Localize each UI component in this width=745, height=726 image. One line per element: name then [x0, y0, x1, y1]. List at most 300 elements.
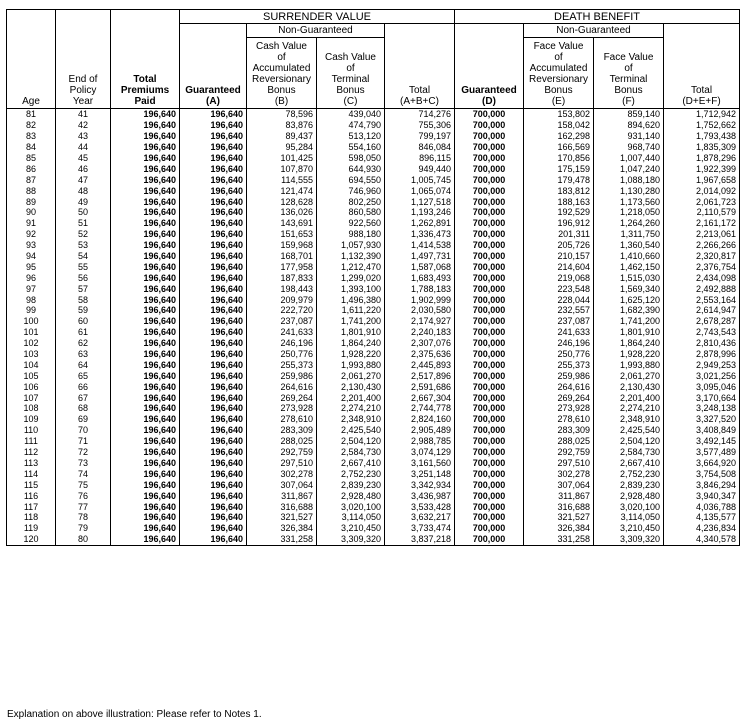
table-row — [7, 458, 740, 469]
total-premiums-cell: 196,640 — [111, 163, 180, 174]
face-value-e-cell: 311,867 — [524, 490, 594, 501]
face-value-f-cell: 931,140 — [594, 131, 664, 142]
table-row — [7, 447, 740, 458]
total-def-cell: 3,248,138 — [664, 403, 740, 414]
guaranteed-d-cell: 700,000 — [455, 403, 524, 414]
age-cell: 104 — [7, 359, 56, 370]
guaranteed-a-cell: 196,640 — [180, 447, 247, 458]
table-row — [7, 120, 740, 131]
policy-year-cell: 49 — [56, 196, 111, 207]
total-premiums-cell: 196,640 — [111, 392, 180, 403]
table-row — [7, 316, 740, 327]
total-def-cell: 2,553,164 — [664, 294, 740, 305]
face-value-e-cell: 264,616 — [524, 381, 594, 392]
table-row — [7, 392, 740, 403]
total-abc-cell: 2,517,896 — [385, 370, 455, 381]
cash-value-c-cell: 1,496,380 — [317, 294, 385, 305]
cash-value-c-cell: 2,752,230 — [317, 468, 385, 479]
age-cell: 105 — [7, 370, 56, 381]
age-cell: 102 — [7, 338, 56, 349]
guaranteed-d-cell: 700,000 — [455, 196, 524, 207]
guaranteed-a-cell: 196,640 — [180, 142, 247, 153]
cash-value-c-cell: 2,201,400 — [317, 392, 385, 403]
total-def-cell: 3,664,920 — [664, 458, 740, 469]
guaranteed-a-cell: 196,640 — [180, 294, 247, 305]
db-non-guaranteed-header: Non-Guaranteed — [524, 24, 664, 38]
guaranteed-d-cell: 700,000 — [455, 370, 524, 381]
cash-value-c-cell: 1,057,930 — [317, 240, 385, 251]
face-value-e-cell: 241,633 — [524, 327, 594, 338]
guaranteed-a-cell: 196,640 — [180, 370, 247, 381]
total-def-cell: 2,949,253 — [664, 359, 740, 370]
cash-value-b-cell: 237,087 — [247, 316, 317, 327]
guaranteed-a-cell: 196,640 — [180, 414, 247, 425]
face-value-e-cell: 179,478 — [524, 174, 594, 185]
table-row — [7, 490, 740, 501]
table-row — [7, 283, 740, 294]
guaranteed-d-cell: 700,000 — [455, 534, 524, 545]
illustration-table-wrapper — [6, 9, 739, 546]
cash-value-b-cell: 264,616 — [247, 381, 317, 392]
guaranteed-d-cell: 700,000 — [455, 229, 524, 240]
guaranteed-d-cell: 700,000 — [455, 359, 524, 370]
face-value-e-cell: 210,157 — [524, 251, 594, 262]
age-cell: 99 — [7, 305, 56, 316]
total-abc-cell: 2,307,076 — [385, 338, 455, 349]
cash-value-b-cell: 292,759 — [247, 447, 317, 458]
cash-value-b-cell: 151,653 — [247, 229, 317, 240]
face-value-e-cell: 192,529 — [524, 207, 594, 218]
cash-value-b-cell: 278,610 — [247, 414, 317, 425]
face-value-e-cell: 219,068 — [524, 272, 594, 283]
total-abc-cell: 2,445,893 — [385, 359, 455, 370]
table-row — [7, 142, 740, 153]
face-value-f-cell: 1,515,030 — [594, 272, 664, 283]
policy-year-cell: 62 — [56, 338, 111, 349]
face-value-f-cell: 1,569,340 — [594, 283, 664, 294]
total-premiums-cell: 196,640 — [111, 272, 180, 283]
total-abc-cell: 3,074,129 — [385, 447, 455, 458]
face-value-e-cell: 302,278 — [524, 468, 594, 479]
total-premiums-header: Total Premiums Paid — [111, 10, 180, 109]
face-value-f-cell: 1,625,120 — [594, 294, 664, 305]
cash-value-c-cell: 1,132,390 — [317, 251, 385, 262]
guaranteed-a-cell: 196,640 — [180, 251, 247, 262]
cash-value-c-cell: 1,393,100 — [317, 283, 385, 294]
face-value-f-cell: 1,088,180 — [594, 174, 664, 185]
age-cell: 91 — [7, 218, 56, 229]
face-value-f-cell: 1,993,880 — [594, 359, 664, 370]
total-abc-cell: 2,174,927 — [385, 316, 455, 327]
guaranteed-d-header: Guaranteed (D) — [455, 24, 524, 109]
guaranteed-d-cell: 700,000 — [455, 468, 524, 479]
guaranteed-d-cell: 700,000 — [455, 436, 524, 447]
age-cell: 114 — [7, 468, 56, 479]
total-def-cell: 2,878,996 — [664, 349, 740, 360]
face-value-f-cell: 2,201,400 — [594, 392, 664, 403]
total-abc-cell: 896,115 — [385, 153, 455, 164]
age-cell: 118 — [7, 512, 56, 523]
face-value-e-cell: 278,610 — [524, 414, 594, 425]
guaranteed-a-cell: 196,640 — [180, 185, 247, 196]
guaranteed-a-cell: 196,640 — [180, 512, 247, 523]
sv-non-guaranteed-header: Non-Guaranteed — [247, 24, 385, 38]
face-value-e-cell: 326,384 — [524, 523, 594, 534]
cash-value-c-cell: 474,790 — [317, 120, 385, 131]
guaranteed-d-cell: 700,000 — [455, 381, 524, 392]
cash-value-reversionary-header: Cash Value of Accumulated Reversionary Bonus (B) — [247, 38, 317, 109]
table-row — [7, 229, 740, 240]
cash-value-c-cell: 3,210,450 — [317, 523, 385, 534]
table-row — [7, 196, 740, 207]
total-abc-cell: 3,161,560 — [385, 458, 455, 469]
face-value-f-cell: 1,410,660 — [594, 251, 664, 262]
age-cell: 92 — [7, 229, 56, 240]
total-def-cell: 1,878,296 — [664, 153, 740, 164]
cash-value-b-cell: 78,596 — [247, 109, 317, 120]
guaranteed-d-cell: 700,000 — [455, 294, 524, 305]
policy-year-cell: 52 — [56, 229, 111, 240]
face-value-e-cell: 297,510 — [524, 458, 594, 469]
policy-year-cell: 59 — [56, 305, 111, 316]
benefit-illustration-table — [6, 9, 740, 546]
guaranteed-a-cell: 196,640 — [180, 272, 247, 283]
cash-value-c-cell: 988,180 — [317, 229, 385, 240]
cash-value-b-cell: 222,720 — [247, 305, 317, 316]
total-def-cell: 1,793,438 — [664, 131, 740, 142]
total-abc-cell: 1,336,473 — [385, 229, 455, 240]
guaranteed-d-cell: 700,000 — [455, 218, 524, 229]
cash-value-c-cell: 554,160 — [317, 142, 385, 153]
face-value-e-cell: 166,569 — [524, 142, 594, 153]
cash-value-c-cell: 3,020,100 — [317, 501, 385, 512]
face-value-f-cell: 1,311,750 — [594, 229, 664, 240]
table-row — [7, 327, 740, 338]
age-cell: 97 — [7, 283, 56, 294]
total-premiums-cell: 196,640 — [111, 381, 180, 392]
age-cell: 120 — [7, 534, 56, 545]
total-def-cell: 2,376,754 — [664, 261, 740, 272]
guaranteed-a-header: Guaranteed (A) — [180, 24, 247, 109]
total-abc-cell: 1,005,745 — [385, 174, 455, 185]
total-premiums-cell: 196,640 — [111, 196, 180, 207]
guaranteed-a-cell: 196,640 — [180, 174, 247, 185]
total-def-cell: 3,408,849 — [664, 425, 740, 436]
table-row — [7, 479, 740, 490]
age-cell: 93 — [7, 240, 56, 251]
face-value-f-cell: 1,462,150 — [594, 261, 664, 272]
cash-value-b-cell: 283,309 — [247, 425, 317, 436]
total-premiums-cell: 196,640 — [111, 490, 180, 501]
total-def-cell: 2,614,947 — [664, 305, 740, 316]
total-def-cell: 3,754,508 — [664, 468, 740, 479]
total-def-cell: 2,061,723 — [664, 196, 740, 207]
cash-value-c-cell: 1,611,220 — [317, 305, 385, 316]
cash-value-b-cell: 331,258 — [247, 534, 317, 545]
total-premiums-cell: 196,640 — [111, 218, 180, 229]
policy-year-cell: 80 — [56, 534, 111, 545]
cash-value-c-cell: 1,928,220 — [317, 349, 385, 360]
total-premiums-cell: 196,640 — [111, 458, 180, 469]
cash-value-c-cell: 802,250 — [317, 196, 385, 207]
total-premiums-cell: 196,640 — [111, 207, 180, 218]
face-value-f-cell: 1,130,280 — [594, 185, 664, 196]
age-cell: 110 — [7, 425, 56, 436]
guaranteed-d-cell: 700,000 — [455, 490, 524, 501]
cash-value-b-cell: 128,628 — [247, 196, 317, 207]
total-def-cell: 3,095,046 — [664, 381, 740, 392]
age-cell: 96 — [7, 272, 56, 283]
face-value-e-cell: 307,064 — [524, 479, 594, 490]
total-premiums-cell: 196,640 — [111, 229, 180, 240]
guaranteed-d-cell: 700,000 — [455, 349, 524, 360]
policy-year-cell: 48 — [56, 185, 111, 196]
total-abc-cell: 3,837,218 — [385, 534, 455, 545]
face-value-f-cell: 3,210,450 — [594, 523, 664, 534]
age-cell: 117 — [7, 501, 56, 512]
table-row — [7, 305, 740, 316]
table-row — [7, 261, 740, 272]
guaranteed-d-cell: 700,000 — [455, 109, 524, 120]
policy-year-cell: 74 — [56, 468, 111, 479]
total-premiums-cell: 196,640 — [111, 425, 180, 436]
cash-value-b-cell: 101,425 — [247, 153, 317, 164]
face-value-e-cell: 237,087 — [524, 316, 594, 327]
table-row — [7, 251, 740, 262]
face-value-f-cell: 1,864,240 — [594, 338, 664, 349]
total-abc-cell: 799,197 — [385, 131, 455, 142]
policy-year-cell: 42 — [56, 120, 111, 131]
face-value-f-cell: 2,584,730 — [594, 447, 664, 458]
face-value-e-cell: 196,912 — [524, 218, 594, 229]
face-value-f-cell: 2,752,230 — [594, 468, 664, 479]
face-value-f-cell: 2,504,120 — [594, 436, 664, 447]
face-value-e-cell: 183,812 — [524, 185, 594, 196]
face-value-f-cell: 2,274,210 — [594, 403, 664, 414]
guaranteed-a-cell: 196,640 — [180, 109, 247, 120]
guaranteed-a-cell: 196,640 — [180, 349, 247, 360]
guaranteed-a-cell: 196,640 — [180, 327, 247, 338]
total-def-cell: 2,320,817 — [664, 251, 740, 262]
age-cell: 81 — [7, 109, 56, 120]
policy-year-cell: 67 — [56, 392, 111, 403]
total-abc-cell: 2,240,183 — [385, 327, 455, 338]
face-value-f-cell: 1,928,220 — [594, 349, 664, 360]
cash-value-b-cell: 107,870 — [247, 163, 317, 174]
age-cell: 112 — [7, 447, 56, 458]
guaranteed-d-cell: 700,000 — [455, 414, 524, 425]
guaranteed-d-cell: 700,000 — [455, 251, 524, 262]
face-value-f-cell: 1,264,260 — [594, 218, 664, 229]
cash-value-b-cell: 255,373 — [247, 359, 317, 370]
guaranteed-d-cell: 700,000 — [455, 174, 524, 185]
total-def-cell: 1,922,399 — [664, 163, 740, 174]
table-row — [7, 109, 740, 120]
total-def-cell: 2,434,098 — [664, 272, 740, 283]
age-cell: 82 — [7, 120, 56, 131]
guaranteed-a-cell: 196,640 — [180, 218, 247, 229]
total-abc-cell: 3,533,428 — [385, 501, 455, 512]
total-abc-cell: 2,905,489 — [385, 425, 455, 436]
total-premiums-cell: 196,640 — [111, 174, 180, 185]
total-abc-cell: 2,667,304 — [385, 392, 455, 403]
cash-value-c-cell: 2,504,120 — [317, 436, 385, 447]
age-cell: 90 — [7, 207, 56, 218]
cash-value-b-cell: 121,474 — [247, 185, 317, 196]
total-def-cell: 2,110,579 — [664, 207, 740, 218]
cash-value-b-cell: 250,776 — [247, 349, 317, 360]
guaranteed-a-cell: 196,640 — [180, 153, 247, 164]
table-row — [7, 534, 740, 545]
face-value-e-cell: 223,548 — [524, 283, 594, 294]
guaranteed-d-cell: 700,000 — [455, 153, 524, 164]
total-premiums-cell: 196,640 — [111, 327, 180, 338]
guaranteed-d-cell: 700,000 — [455, 120, 524, 131]
guaranteed-d-cell: 700,000 — [455, 425, 524, 436]
guaranteed-a-cell: 196,640 — [180, 458, 247, 469]
cash-value-c-cell: 3,114,050 — [317, 512, 385, 523]
face-value-f-cell: 2,061,270 — [594, 370, 664, 381]
face-value-e-cell: 269,264 — [524, 392, 594, 403]
total-abc-cell: 2,591,686 — [385, 381, 455, 392]
guaranteed-d-cell: 700,000 — [455, 142, 524, 153]
policy-year-cell: 79 — [56, 523, 111, 534]
guaranteed-a-cell: 196,640 — [180, 534, 247, 545]
cash-value-c-cell: 2,928,480 — [317, 490, 385, 501]
guaranteed-a-cell: 196,640 — [180, 523, 247, 534]
cash-value-b-cell: 83,876 — [247, 120, 317, 131]
policy-year-cell: 45 — [56, 153, 111, 164]
policy-year-cell: 66 — [56, 381, 111, 392]
guaranteed-a-cell: 196,640 — [180, 316, 247, 327]
age-cell: 106 — [7, 381, 56, 392]
age-cell: 89 — [7, 196, 56, 207]
cash-value-c-cell: 598,050 — [317, 153, 385, 164]
cash-value-b-cell: 177,958 — [247, 261, 317, 272]
total-premiums-cell: 196,640 — [111, 316, 180, 327]
cash-value-b-cell: 321,527 — [247, 512, 317, 523]
policy-year-cell: 71 — [56, 436, 111, 447]
cash-value-c-cell: 2,274,210 — [317, 403, 385, 414]
face-value-e-cell: 162,298 — [524, 131, 594, 142]
table-row — [7, 338, 740, 349]
policy-year-cell: 77 — [56, 501, 111, 512]
face-value-e-cell: 255,373 — [524, 359, 594, 370]
cash-value-b-cell: 259,986 — [247, 370, 317, 381]
total-premiums-cell: 196,640 — [111, 153, 180, 164]
cash-value-c-cell: 644,930 — [317, 163, 385, 174]
cash-value-b-cell: 326,384 — [247, 523, 317, 534]
cash-value-b-cell: 241,633 — [247, 327, 317, 338]
total-def-cell: 2,161,172 — [664, 218, 740, 229]
total-premiums-cell: 196,640 — [111, 414, 180, 425]
cash-value-c-cell: 746,960 — [317, 185, 385, 196]
cash-value-c-cell: 2,130,430 — [317, 381, 385, 392]
face-value-e-cell: 153,802 — [524, 109, 594, 120]
cash-value-b-cell: 269,264 — [247, 392, 317, 403]
guaranteed-a-cell: 196,640 — [180, 338, 247, 349]
cash-value-c-cell: 2,584,730 — [317, 447, 385, 458]
face-value-f-cell: 2,425,540 — [594, 425, 664, 436]
guaranteed-a-cell: 196,640 — [180, 490, 247, 501]
cash-value-c-cell: 2,061,270 — [317, 370, 385, 381]
total-abc-cell: 3,436,987 — [385, 490, 455, 501]
guaranteed-a-cell: 196,640 — [180, 207, 247, 218]
face-value-f-cell: 1,218,050 — [594, 207, 664, 218]
policy-year-cell: 63 — [56, 349, 111, 360]
cash-value-c-cell: 2,348,910 — [317, 414, 385, 425]
total-premiums-cell: 196,640 — [111, 501, 180, 512]
face-value-f-cell: 1,173,560 — [594, 196, 664, 207]
total-premiums-cell: 196,640 — [111, 534, 180, 545]
total-abc-cell: 1,497,731 — [385, 251, 455, 262]
age-cell: 111 — [7, 436, 56, 447]
guaranteed-a-cell: 196,640 — [180, 196, 247, 207]
total-premiums-cell: 196,640 — [111, 131, 180, 142]
cash-value-b-cell: 136,026 — [247, 207, 317, 218]
total-premiums-cell: 196,640 — [111, 185, 180, 196]
guaranteed-a-cell: 196,640 — [180, 131, 247, 142]
face-value-e-cell: 228,044 — [524, 294, 594, 305]
policy-year-header: End of Policy Year — [56, 10, 111, 109]
face-value-e-cell: 321,527 — [524, 512, 594, 523]
policy-year-cell: 55 — [56, 261, 111, 272]
total-abc-cell: 3,251,148 — [385, 468, 455, 479]
table-row — [7, 349, 740, 360]
guaranteed-d-cell: 700,000 — [455, 501, 524, 512]
table-row — [7, 370, 740, 381]
total-premiums-cell: 196,640 — [111, 338, 180, 349]
total-def-cell: 2,213,061 — [664, 229, 740, 240]
policy-year-cell: 78 — [56, 512, 111, 523]
age-cell: 103 — [7, 349, 56, 360]
cash-value-b-cell: 307,064 — [247, 479, 317, 490]
cash-value-c-cell: 1,993,880 — [317, 359, 385, 370]
age-cell: 107 — [7, 392, 56, 403]
total-def-cell: 2,810,436 — [664, 338, 740, 349]
death-benefit-header: DEATH BENEFIT — [455, 10, 740, 24]
table-row — [7, 218, 740, 229]
guaranteed-a-cell: 196,640 — [180, 240, 247, 251]
policy-year-cell: 44 — [56, 142, 111, 153]
guaranteed-d-cell: 700,000 — [455, 316, 524, 327]
guaranteed-a-cell: 196,640 — [180, 229, 247, 240]
cash-value-c-cell: 1,864,240 — [317, 338, 385, 349]
total-premiums-cell: 196,640 — [111, 359, 180, 370]
age-cell: 100 — [7, 316, 56, 327]
guaranteed-a-cell: 196,640 — [180, 283, 247, 294]
total-def-cell: 4,036,788 — [664, 501, 740, 512]
table-row — [7, 359, 740, 370]
total-def-cell: 3,492,145 — [664, 436, 740, 447]
policy-year-cell: 57 — [56, 283, 111, 294]
guaranteed-d-cell: 700,000 — [455, 261, 524, 272]
policy-year-cell: 73 — [56, 458, 111, 469]
total-abc-cell: 3,342,934 — [385, 479, 455, 490]
total-abc-cell: 3,632,217 — [385, 512, 455, 523]
face-value-f-cell: 2,839,230 — [594, 479, 664, 490]
total-premiums-cell: 196,640 — [111, 370, 180, 381]
age-cell: 116 — [7, 490, 56, 501]
cash-value-b-cell: 95,284 — [247, 142, 317, 153]
total-abc-cell: 1,193,246 — [385, 207, 455, 218]
face-value-terminal-header: Face Value of Terminal Bonus (F) — [594, 38, 664, 109]
guaranteed-a-cell: 196,640 — [180, 261, 247, 272]
face-value-e-cell: 259,986 — [524, 370, 594, 381]
guaranteed-d-cell: 700,000 — [455, 523, 524, 534]
policy-year-cell: 72 — [56, 447, 111, 458]
cash-value-c-cell: 2,667,410 — [317, 458, 385, 469]
